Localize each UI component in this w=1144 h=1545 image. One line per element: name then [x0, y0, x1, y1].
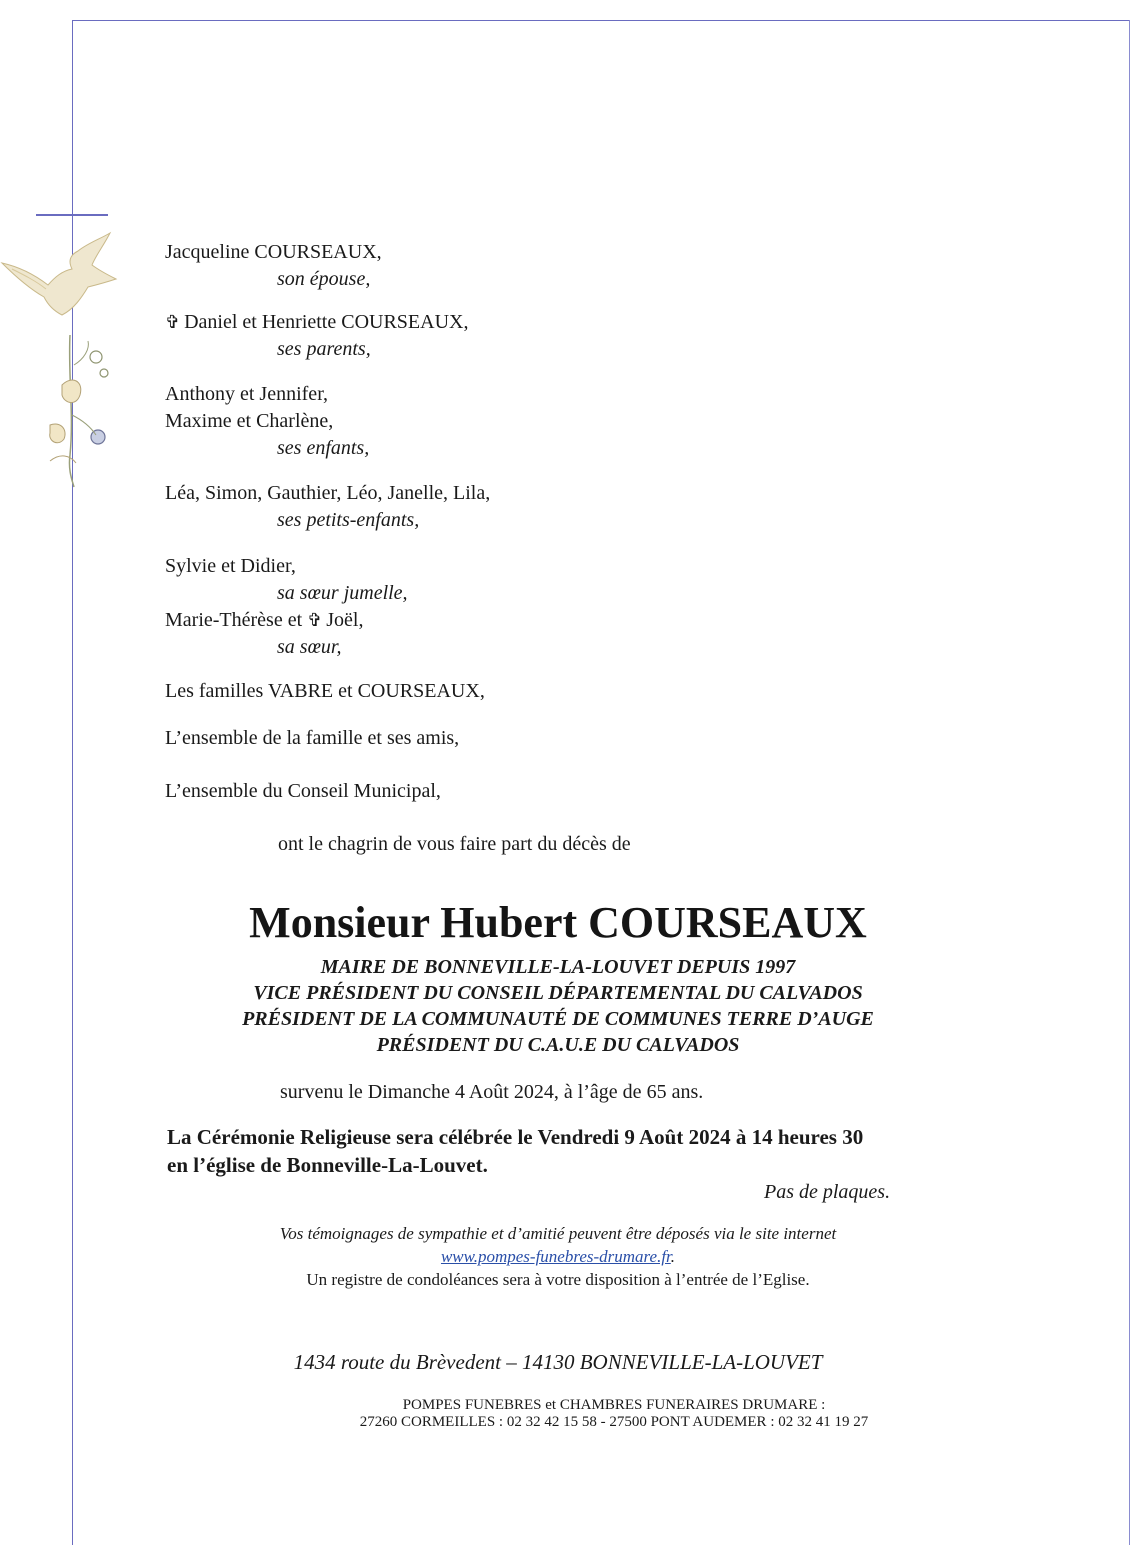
family-children-a: Anthony et Jennifer, — [165, 383, 329, 405]
funeral-home-phones: 27260 CORMEILLES : 02 32 42 15 58 - 27500 PONT AUDEMER : 02 32 41 19 27 — [359, 1414, 869, 1430]
family-sister-name-a: Marie-Thérèse et — [165, 609, 303, 631]
condolences-line-1: Vos témoignages de sympathie et d’amitié peuvent être déposés via le site internet — [279, 1224, 837, 1243]
title-mayor: MAIRE DE BONNEVILLE-LA-LOUVET DEPUIS 1997 — [320, 956, 796, 978]
family-grandchildren: Léa, Simon, Gauthier, Léo, Janelle, Lila, — [165, 482, 491, 504]
family-sister-name-b: Joël, — [326, 609, 364, 631]
family-and-friends: L’ensemble de la famille et ses amis, — [165, 727, 460, 749]
title-vice-president: VICE PRÉSIDENT DU CONSEIL DÉPARTEMENTAL DU CALVADOS — [253, 982, 863, 1004]
family-jacqueline: Jacqueline COURSEAUX, — [165, 241, 382, 263]
family-sister-line — [165, 608, 363, 632]
ceremony-line-1: La Cérémonie Religieuse sera célébrée le Vendredi 9 Août 2024 à 14 heures 30 — [167, 1125, 864, 1149]
role-children: ses enfants, — [277, 437, 370, 459]
death-info: survenu le Dimanche 4 Août 2024, à l’âge de 65 ans. — [280, 1081, 704, 1103]
frame-top-line — [72, 20, 1130, 21]
role-sister: sa sœur, — [277, 636, 342, 658]
ceremony-line-2: en l’église de Bonneville-La-Louvet. — [167, 1153, 488, 1177]
title-president-caue: PRÉSIDENT DU C.A.U.E DU CALVADOS — [376, 1034, 740, 1056]
municipal-council: L’ensemble du Conseil Municipal, — [165, 780, 441, 802]
cross-bar — [36, 214, 108, 216]
deceased-cross-icon: ✞ — [307, 610, 323, 630]
family-parents-line — [165, 310, 468, 334]
family-vabre-courseaux: Les familles VABRE et COURSEAUX, — [165, 680, 485, 702]
website-link[interactable]: www.pompes-funebres-drumare.fr — [440, 1247, 671, 1266]
dove-flower-ornament — [0, 225, 150, 495]
family-twin-sister: Sylvie et Didier, — [165, 555, 296, 577]
website-suffix: . — [670, 1247, 676, 1266]
deceased-cross-icon: ✞ — [165, 312, 181, 332]
deceased-name: Monsieur Hubert COURSEAUX — [249, 898, 867, 947]
condolences-register: Un registre de condoléances sera à votre disposition à l’entrée de l’Eglise. — [306, 1270, 810, 1289]
role-grandchildren: ses petits-enfants, — [277, 509, 420, 531]
role-twin-sister: sa sœur jumelle, — [277, 582, 408, 604]
family-children-b: Maxime et Charlène, — [165, 410, 334, 432]
frame-right-line — [1129, 20, 1130, 1545]
title-president-community: PRÉSIDENT DE LA COMMUNAUTÉ DE COMMUNES TERRE D’AUGE — [242, 1008, 874, 1030]
family-parents-names: Daniel et Henriette COURSEAUX, — [184, 311, 469, 333]
role-spouse: son épouse, — [277, 268, 371, 290]
condolences-website-line — [0, 1247, 1116, 1267]
announcement-intro: ont le chagrin de vous faire part du décès de — [278, 833, 631, 855]
address: 1434 route du Brèvedent – 14130 BONNEVILLE-LA-LOUVET — [293, 1350, 823, 1374]
no-plaques-note: Pas de plaques. — [764, 1181, 891, 1203]
role-parents: ses parents, — [277, 338, 371, 360]
funeral-home-name: POMPES FUNEBRES et CHAMBRES FUNERAIRES DRUMARE : — [402, 1397, 826, 1413]
